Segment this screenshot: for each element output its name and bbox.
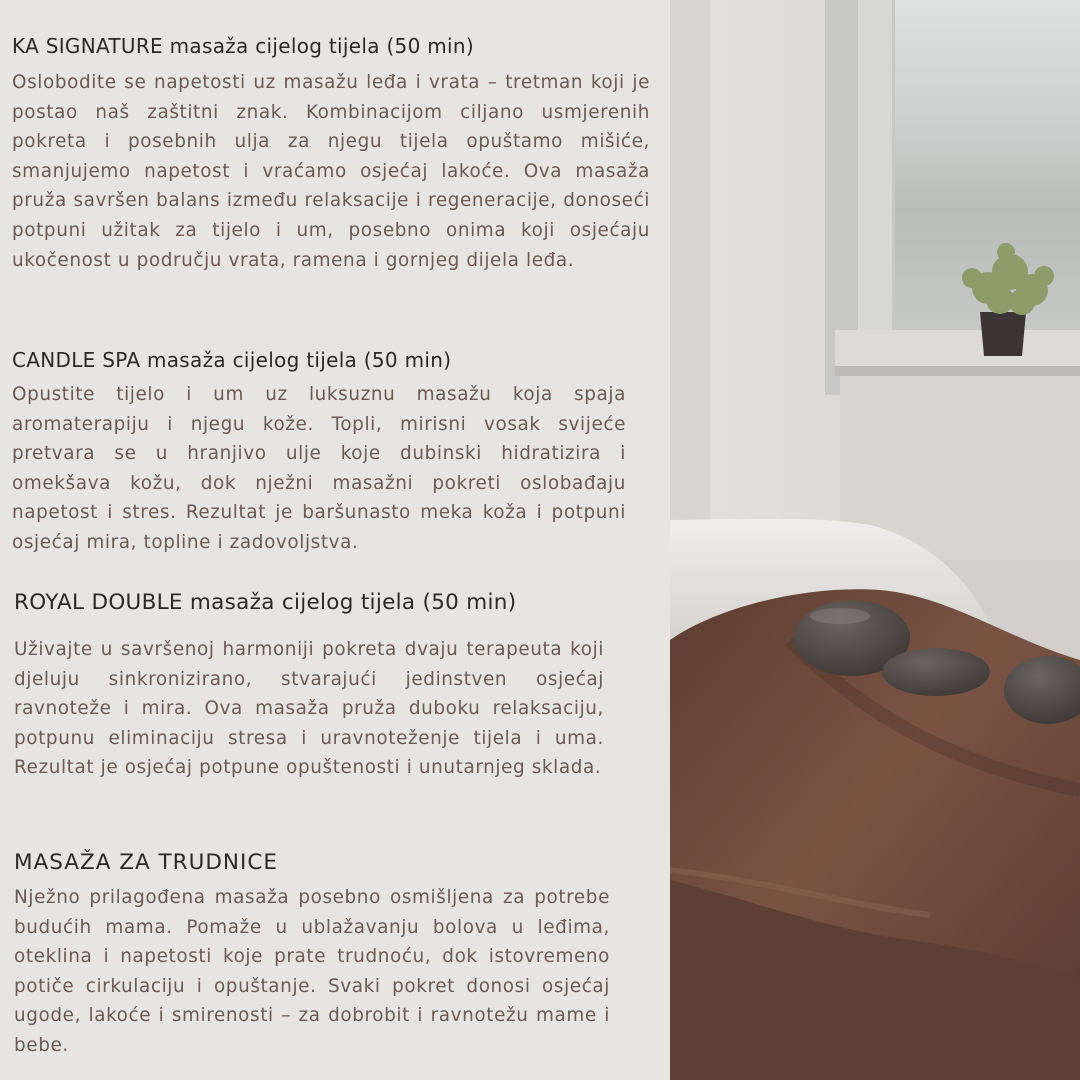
treatment-title: MASAŽA ZA TRUDNICE <box>14 850 278 875</box>
wall-shadow-shape <box>670 0 710 560</box>
treatment-candle-spa <box>12 348 626 558</box>
window-sill-shape <box>835 330 1080 370</box>
treatment-description: Opustite tijelo i um uz luksuznu masažu koja spaja aromaterapiju i njegu kože. Topli, mirisni vosak svijeće pretvara se u hranjivo ulje koje dubinski hidratizira i omekšava kožu, dok nježni masažni pokreti oslobađaju napetost i stres. Rezultat je baršunasto meka koža i potpuni osjećaj mira, topline i zadovoljstva. <box>12 384 626 553</box>
treatment-title: CANDLE SPA masaža cijelog tijela (50 min) <box>12 348 452 372</box>
treatment-description: Uživajte u savršenoj harmoniji pokreta dvaju terapeuta koji djeluju sinkronizirano, stvarajući jedinstven osjećaj ravnoteže i mira. Ova masaža pruža duboku relaksaciju, potpunu eliminaciju stresa i uravnoteženje tijela i uma. Rezultat je osjećaj potpune opuštenosti i unutarnjeg sklada. <box>14 639 604 779</box>
treatment-description: Nježno prilagođena masaža posebno osmišljena za potrebe budućih mama. Pomaže u ublažavanju bolova u leđima, oteklina i napetosti koje prate trudnoću, dok istovremeno potiče cirkulaciju i opuštanje. Svaki pokret donosi osjećaj ugode, lakoće i smirenosti – za dobrobit i ravnotežu mame i bebe. <box>14 887 610 1056</box>
hot-stone-massage-photo <box>670 0 1080 1080</box>
treatment-description: Oslobodite se napetosti uz masažu leđa i vrata – tretman koji je postao naš zaštitni znak. Kombinacijom ciljano usmjerenih pokreta i posebnih ulja za njegu tijela opuštamo mišiće, smanjujemo napetost i vraćamo osjećaj lakoće. Ova masaža pruža savršen balans između relaksacije i regeneracije, donoseći potpuni užitak za tijelo i um, posebno onima koji osjećaju ukočenost u području vrata, ramena i gornjeg dijela leđa. <box>12 72 650 271</box>
stone-highlight-shape <box>810 608 870 624</box>
treatment-title: KA SIGNATURE masaža cijelog tijela (50 min) <box>12 34 474 58</box>
window-sill-edge-shape <box>835 366 1080 376</box>
treatment-title: ROYAL DOUBLE masaža cijelog tijela (50 min) <box>14 590 517 615</box>
treatment-pregnancy-massage <box>14 850 610 1061</box>
plant-pot-shape <box>980 312 1026 356</box>
window-mullion-shape <box>858 0 892 330</box>
treatment-royal-double <box>14 590 604 783</box>
hot-stone-2-shape <box>882 648 990 696</box>
treatment-ka-signature <box>12 34 650 275</box>
